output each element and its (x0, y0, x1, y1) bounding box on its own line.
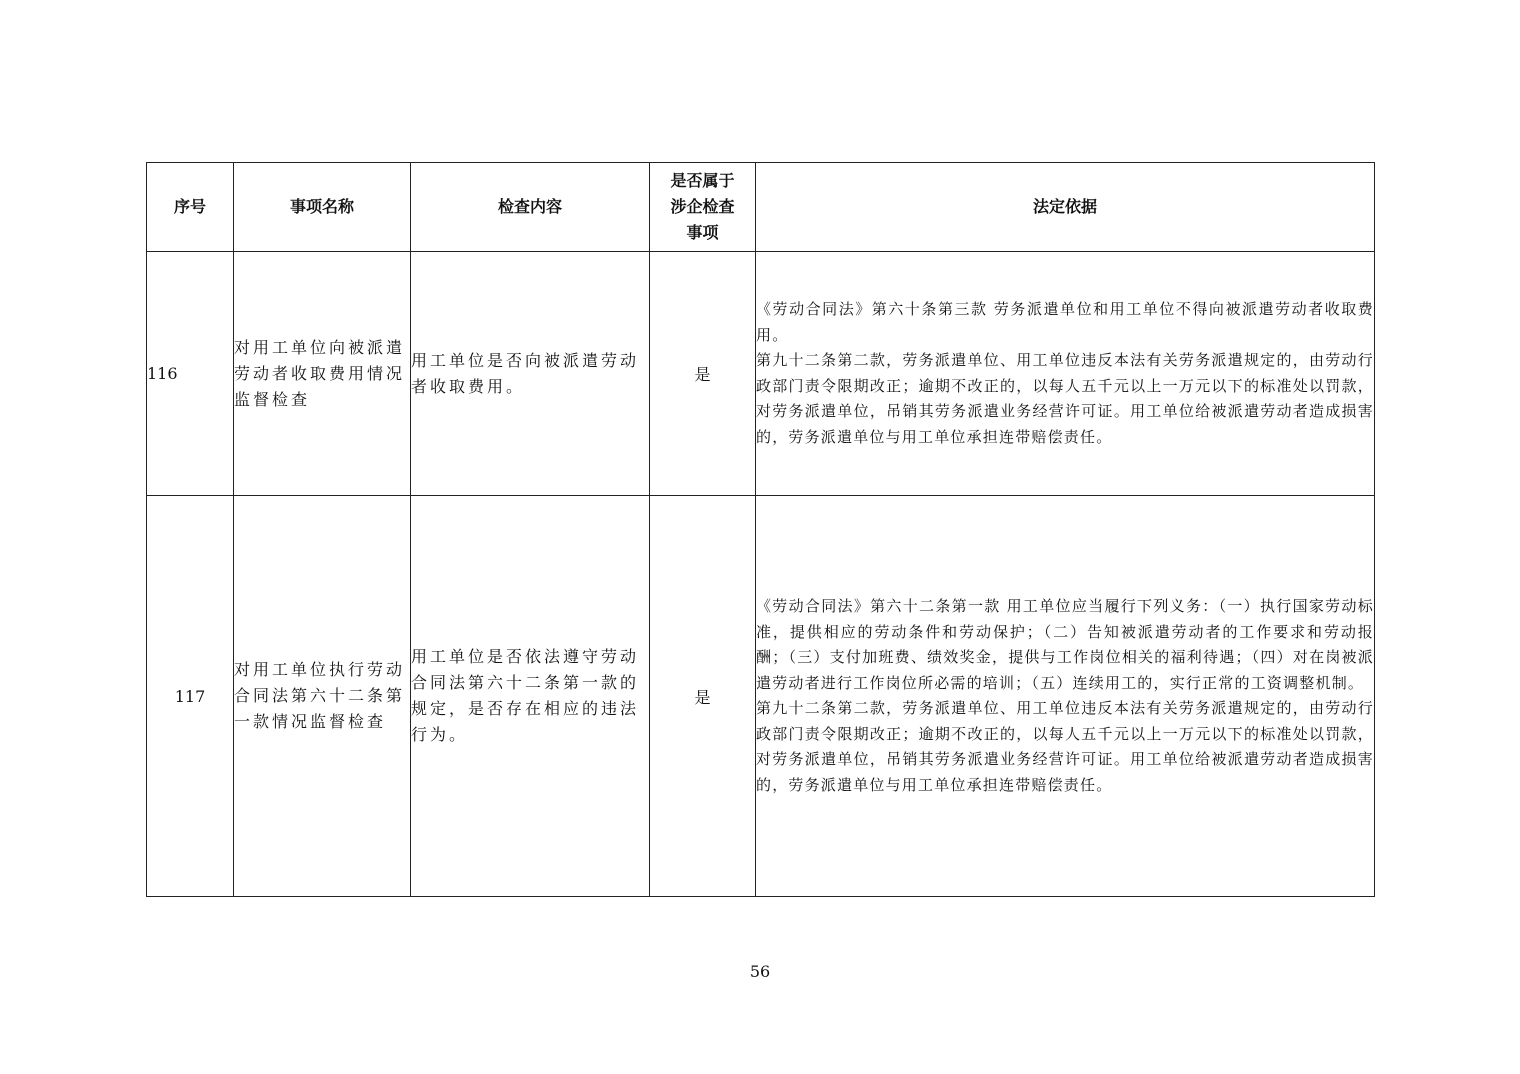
row-item-name: 对用工单位向被派遣劳动者收取费用情况监督检查 (234, 252, 411, 496)
legal-basis-paragraph: 《劳动合同法》第六十二条第一款 用工单位应当履行下列义务：（一）执行国家劳动标准，提供相应的劳动条件和劳动保护；（二）告知被派遣劳动者的工作要求和劳动报酬；（三）支付加班费、绩效奖金，提供与工作岗位相关的福利待遇；（四）对在岗被派遣劳动者进行工作岗位所必需的培训；（五）连续用工的，实行正常的工资调整机制。 (756, 597, 1374, 692)
row-item-name: 对用工单位执行劳动合同法第六十二条第一款情况监督检查 (234, 496, 411, 897)
row-is-enterprise: 是 (650, 496, 756, 897)
legal-basis-paragraph: 《劳动合同法》第六十条第三款 劳务派遣单位和用工单位不得向被派遣劳动者收取费用。 (756, 300, 1374, 344)
page-number: 56 (749, 962, 771, 981)
legal-basis-paragraph: 第九十二条第二款，劳务派遣单位、用工单位违反本法有关劳务派遣规定的，由劳动行政部门责令限期改正；逾期不改正的，以每人五千元以上一万元以下的标准处以罚款，对劳务派遣单位，吊销其劳务派遣业务经营许可证。用工单位给被派遣劳动者造成损害的，劳务派遣单位与用工单位承担连带赔偿责任。 (756, 699, 1374, 794)
table-row (147, 252, 1375, 496)
header-enterprise-line-1: 是否属于 (670, 171, 735, 190)
row-seq: 117 (147, 496, 234, 897)
row-inspection-content: 用工单位是否依法遵守劳动合同法第六十二条第一款的规定，是否存在相应的违法行为。 (411, 496, 650, 897)
header-enterprise-text (661, 168, 745, 246)
row-seq: 116 (147, 252, 234, 496)
legal-basis-paragraph: 第九十二条第二款，劳务派遣单位、用工单位违反本法有关劳务派遣规定的，由劳动行政部门责令限期改正；逾期不改正的，以每人五千元以上一万元以下的标准处以罚款，对劳务派遣单位，吊销其劳务派遣业务经营许可证。用工单位给被派遣劳动者造成损害的，劳务派遣单位与用工单位承担连带赔偿责任。 (756, 351, 1374, 446)
header-item-name: 事项名称 (234, 163, 411, 252)
row-legal-basis (756, 496, 1375, 897)
header-inspection-content: 检查内容 (411, 163, 650, 252)
header-seq: 序号 (147, 163, 234, 252)
header-enterprise-line-2: 涉企检查 (670, 197, 735, 216)
row-legal-basis (756, 252, 1375, 496)
header-enterprise-line-3: 事项 (686, 223, 719, 242)
header-is-enterprise-inspection (650, 163, 756, 252)
header-legal-basis: 法定依据 (756, 163, 1375, 252)
inspection-items-table (146, 162, 1375, 897)
table-row (147, 496, 1375, 897)
row-inspection-content: 用工单位是否向被派遣劳动者收取费用。 (411, 252, 650, 496)
table-header-row (147, 163, 1375, 252)
row-is-enterprise: 是 (650, 252, 756, 496)
